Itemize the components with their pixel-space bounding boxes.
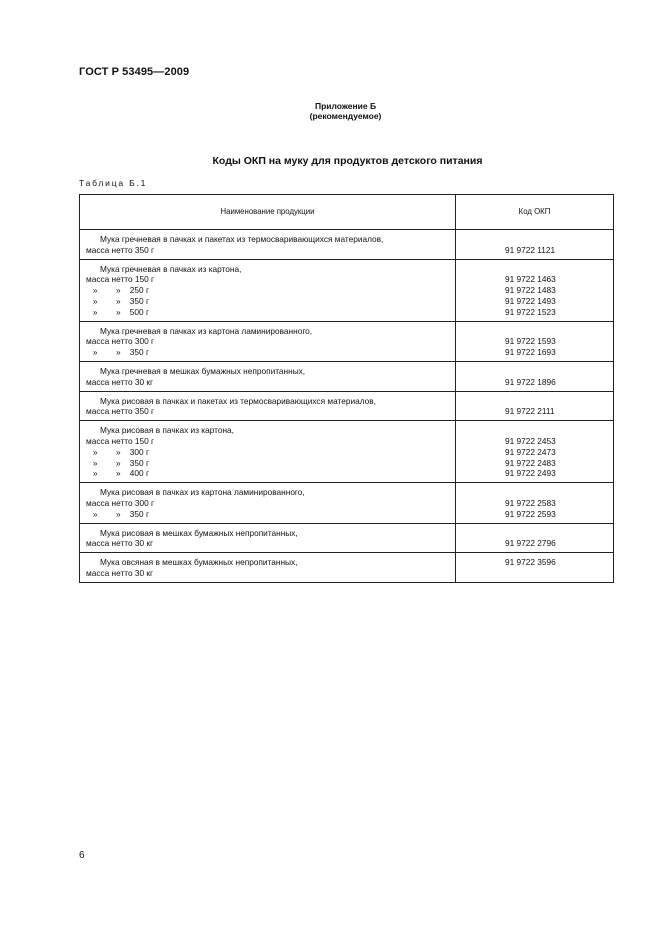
product-variant-line: » » 500 г xyxy=(86,306,149,317)
table-label: Таблица Б.1 xyxy=(79,178,148,188)
product-variant-line: масса нетто 30 кг xyxy=(86,538,154,549)
okp-code-cell xyxy=(456,321,614,361)
okp-code: 91 9722 2111 xyxy=(505,406,555,417)
table-row xyxy=(80,421,614,483)
table-row xyxy=(80,259,614,321)
product-variant-line: масса нетто 150 г xyxy=(86,435,155,446)
okp-code: 91 9722 1121 xyxy=(505,244,556,255)
product-variant-line: масса нетто 300 г xyxy=(86,336,155,347)
okp-code-cell xyxy=(456,421,614,483)
okp-code: 91 9722 1493 xyxy=(505,295,556,306)
product-name-line: Мука рисовая в мешках бумажных непропитанных, xyxy=(100,527,298,538)
product-variant-line: масса нетто 30 кг xyxy=(86,376,154,387)
product-name-cell xyxy=(80,361,456,391)
product-name-cell xyxy=(80,391,456,421)
product-variant-line: » » 350 г xyxy=(86,508,149,519)
product-name-cell xyxy=(80,421,456,483)
product-variant-line: масса нетто 30 кг xyxy=(86,567,154,578)
table-row xyxy=(80,321,614,361)
okp-code-cell xyxy=(456,483,614,523)
okp-code-cell xyxy=(456,523,614,553)
okp-code: 91 9722 2796 xyxy=(505,538,556,549)
okp-code: 91 9722 1896 xyxy=(505,376,556,387)
okp-code: 91 9722 1693 xyxy=(505,347,556,358)
okp-code: 91 9722 2583 xyxy=(505,497,556,508)
okp-codes-table xyxy=(79,194,614,583)
okp-code: 91 9722 3596 xyxy=(505,557,556,568)
table-header-row xyxy=(80,195,614,230)
okp-code: 91 9722 2483 xyxy=(505,457,556,468)
product-name-cell xyxy=(80,523,456,553)
okp-code: 91 9722 2473 xyxy=(505,446,556,457)
product-name-cell xyxy=(80,553,456,583)
product-variant-line: » » 300 г xyxy=(86,446,149,457)
product-name-cell xyxy=(80,259,456,321)
column-header-okp-code: Код ОКП xyxy=(456,195,614,230)
okp-code-cell xyxy=(456,230,614,260)
product-variant-line: » » 400 г xyxy=(86,468,149,479)
product-name-cell xyxy=(80,230,456,260)
product-variant-line: масса нетто 150 г xyxy=(86,274,155,285)
okp-code: 91 9722 1593 xyxy=(505,336,556,347)
table-row xyxy=(80,523,614,553)
okp-code-cell xyxy=(456,361,614,391)
okp-code: 91 9722 1463 xyxy=(505,274,556,285)
table-row xyxy=(80,361,614,391)
product-name-line: Мука рисовая в пачках и пакетах из термосваривающихся материалов, xyxy=(100,395,376,406)
column-header-product-name: Наименование продукции xyxy=(80,195,456,230)
product-variant-line: масса нетто 350 г xyxy=(86,406,155,417)
product-name-cell xyxy=(80,483,456,523)
product-variant-line: масса нетто 350 г xyxy=(86,244,155,255)
table-row xyxy=(80,483,614,523)
product-variant-line: » » 350 г xyxy=(86,347,149,358)
document-title: Коды ОКП на муку для продуктов детского питания xyxy=(212,155,483,167)
okp-code-cell xyxy=(456,553,614,583)
product-name-line: Мука рисовая в пачках из картона ламинированного, xyxy=(100,487,305,498)
product-name-line: Мука овсяная в мешках бумажных непропитанных, xyxy=(100,557,298,568)
okp-code: 91 9722 2493 xyxy=(505,468,556,479)
product-name-line: Мука гречневая в пачках из картона, xyxy=(100,263,242,274)
product-variant-line: масса нетто 300 г xyxy=(86,497,155,508)
product-name-line: Мука гречневая в пачках из картона ламинированного, xyxy=(100,325,313,336)
annex-title: Приложение Б xyxy=(314,101,377,111)
product-name-line: Мука рисовая в пачках из картона, xyxy=(100,425,234,436)
table-row xyxy=(80,391,614,421)
product-variant-line: » » 250 г xyxy=(86,285,149,296)
document-code-header: ГОСТ Р 53495—2009 xyxy=(79,66,190,78)
okp-code: 91 9722 1523 xyxy=(505,306,556,317)
okp-code: 91 9722 2453 xyxy=(505,435,556,446)
product-variant-line: » » 350 г xyxy=(86,295,149,306)
okp-code: 91 9722 2593 xyxy=(505,508,556,519)
okp-code-cell xyxy=(456,391,614,421)
page-number: 6 xyxy=(79,850,85,861)
table-row xyxy=(80,553,614,583)
table-body xyxy=(80,230,614,583)
annex-status: (рекомендуемое) xyxy=(309,111,382,121)
product-name-line: Мука гречневая в пачках и пакетах из термосваривающихся материалов, xyxy=(100,234,384,244)
table-row xyxy=(80,230,614,260)
okp-code-cell xyxy=(456,259,614,321)
product-variant-line: » » 350 г xyxy=(86,457,149,468)
okp-code: 91 9722 1483 xyxy=(505,285,556,296)
annex-heading xyxy=(0,101,661,121)
product-name-line: Мука гречневая в мешках бумажных непропитанных, xyxy=(100,365,306,376)
product-name-cell xyxy=(80,321,456,361)
